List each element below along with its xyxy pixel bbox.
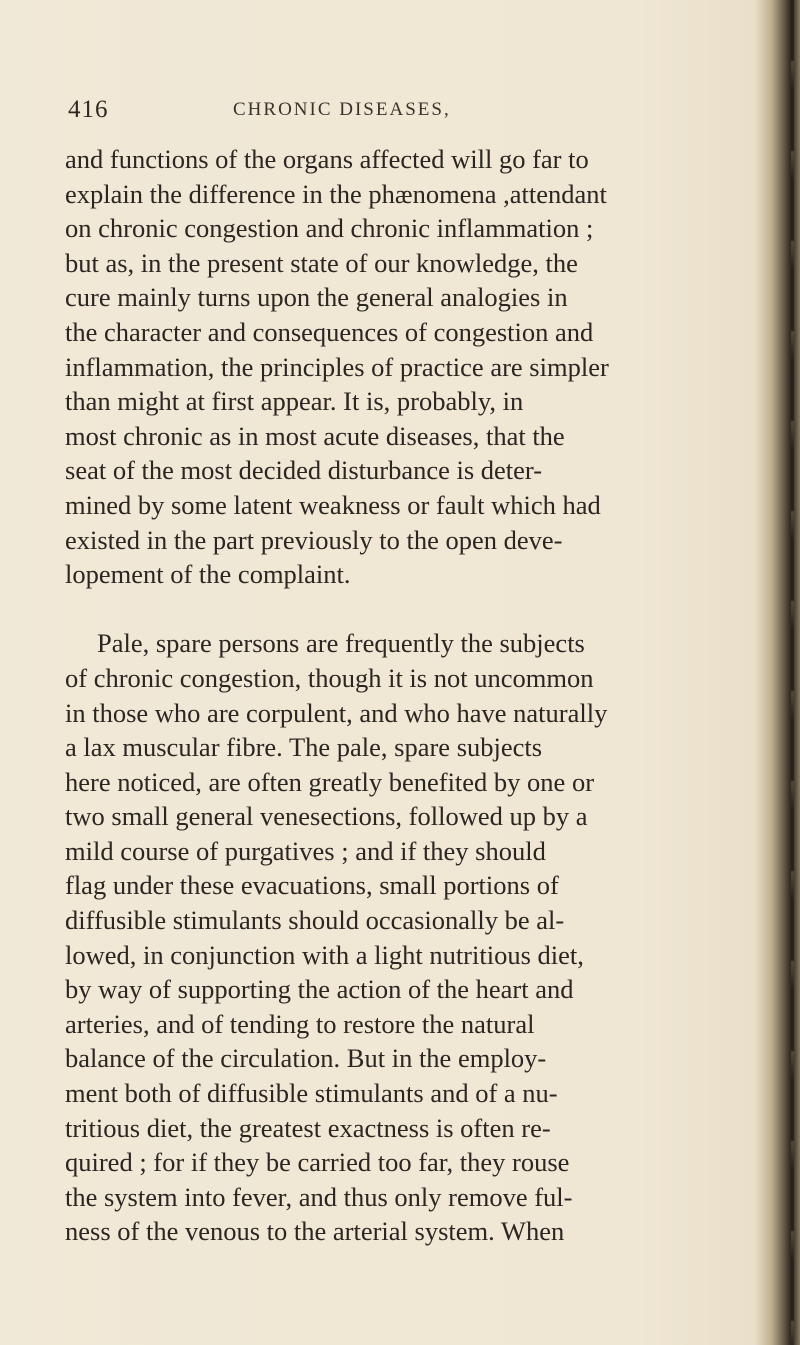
text-line: and functions of the organs affected will go far to	[65, 144, 589, 174]
text-line: two small general venesections, followed up by a	[65, 801, 588, 832]
text-line: inflammation, the principles of practice are simpler	[65, 351, 609, 382]
text-line: than might at first appear. It is, probably, in	[65, 386, 524, 417]
text-line: ness of the venous to the arterial system. When	[65, 1216, 565, 1247]
text-line: mined by some latent weakness or fault which had	[65, 489, 601, 520]
text-line: a lax muscular fibre. The pale, spare subjects	[65, 732, 543, 763]
text-line: quired ; for if they be carried too far, they rouse	[65, 1147, 570, 1178]
text-line: lowed, in conjunction with a light nutritious diet,	[65, 939, 584, 970]
text-line: the system into fever, and thus only remove ful-	[65, 1181, 573, 1212]
text-line: by way of supporting the action of the heart and	[65, 974, 574, 1005]
text-line: mild course of purgatives ; and if they should	[65, 835, 546, 866]
text-line: flag under these evacuations, small portions of	[65, 870, 559, 901]
text-line: Pale, spare persons are frequently the subjects	[97, 628, 585, 659]
paragraph-2	[65, 626, 745, 1249]
body-text	[65, 142, 745, 1249]
text-line: cure mainly turns upon the general analogies in	[65, 282, 568, 313]
text-line: diffusible stimulants should occasionally be al-	[65, 905, 565, 936]
text-line: lopement of the complaint.	[65, 559, 351, 590]
text-line: ment both of diffusible stimulants and of a nu-	[65, 1078, 558, 1109]
page-number: 416	[68, 96, 109, 123]
text-line: seat of the most decided disturbance is deter-	[65, 455, 543, 486]
text-line: balance of the circulation. But in the employ-	[65, 1043, 547, 1074]
text-line: arteries, and of tending to restore the natural	[65, 1008, 535, 1039]
text-line: explain the difference in the phænomena ,attendant	[65, 178, 607, 209]
paragraph-1	[65, 142, 745, 592]
page-header	[68, 96, 738, 136]
text-line: most chronic as in most acute diseases, that the	[65, 420, 565, 451]
page-edge-binding	[791, 0, 794, 1345]
text-line: the character and consequences of congestion and	[65, 316, 594, 347]
text-line: on chronic congestion and chronic inflammation ;	[65, 213, 594, 244]
text-line: existed in the part previously to the open deve-	[65, 524, 563, 555]
text-line: of chronic congestion, though it is not uncommon	[65, 662, 594, 693]
text-line: in those who are corpulent, and who have naturally	[65, 697, 608, 728]
text-line: here noticed, are often greatly benefited by one or	[65, 766, 595, 797]
text-line: tritious diet, the greatest exactness is often re-	[65, 1112, 551, 1143]
paragraph-spacer	[65, 592, 745, 627]
text-line: but as, in the present state of our knowledge, the	[65, 247, 578, 278]
running-head: CHRONIC DISEASES,	[233, 99, 451, 120]
